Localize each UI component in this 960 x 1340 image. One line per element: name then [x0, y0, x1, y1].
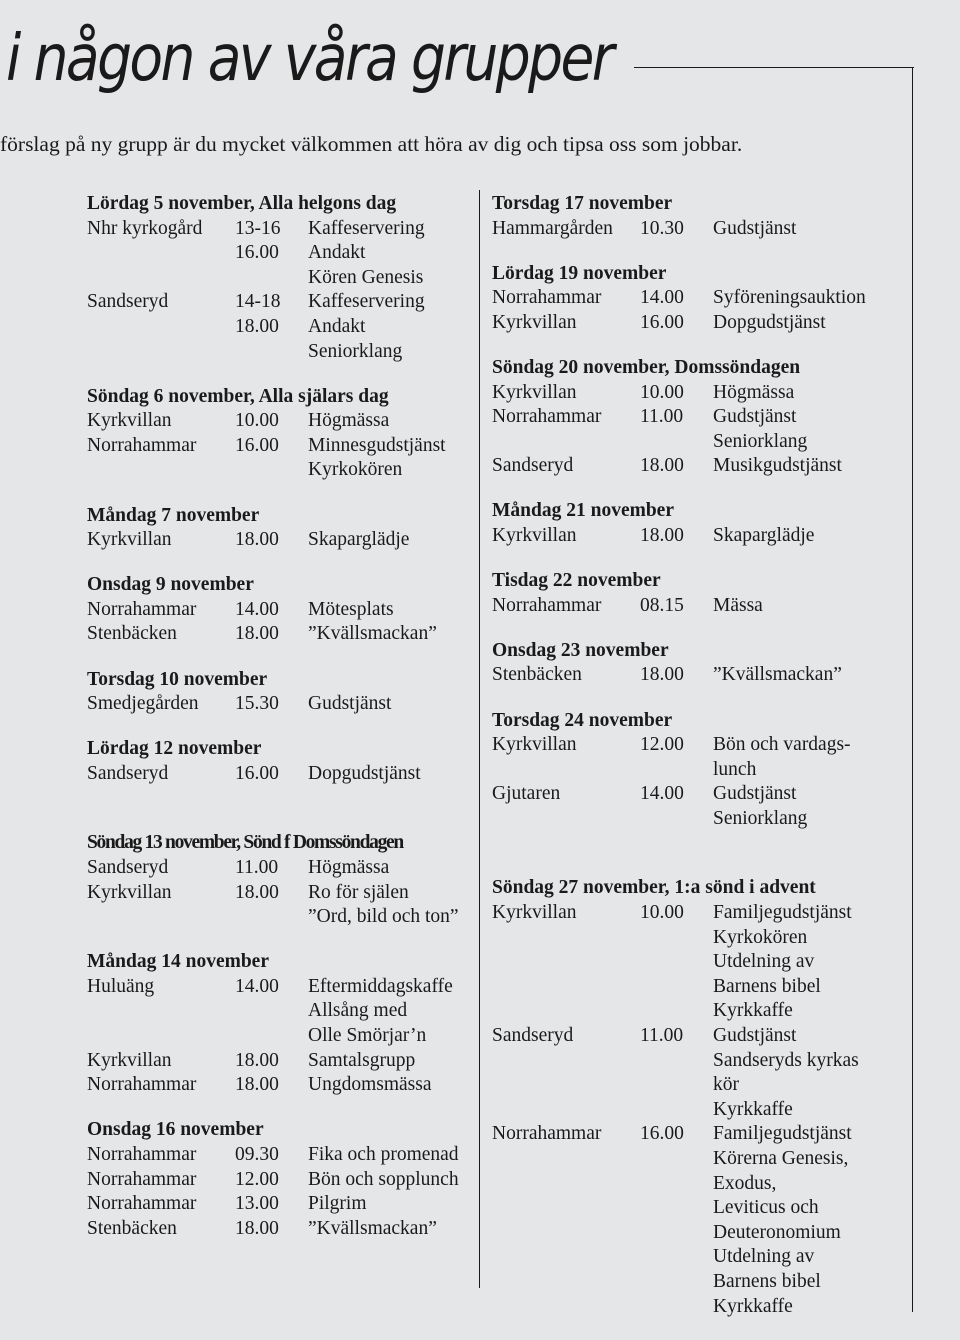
event-time: 10.00 — [640, 381, 684, 403]
event-activity: Andakt — [308, 242, 366, 264]
event-place: Norrahammar — [87, 598, 197, 620]
event-row — [87, 241, 472, 290]
event-time: 18.00 — [235, 529, 279, 551]
event-place: Smedjegården — [87, 693, 199, 715]
event-activities — [713, 311, 877, 336]
event-activity: Andakt — [308, 315, 366, 337]
event-activity: Kören Genesis — [308, 266, 424, 288]
day-title: Onsdag 16 november — [87, 1119, 264, 1141]
event-place: Kyrkvillan — [492, 381, 577, 403]
event-place: Kyrkvillan — [87, 410, 172, 432]
event-row — [87, 1168, 472, 1193]
column-divider — [479, 190, 480, 1288]
event-row — [87, 692, 472, 717]
frame-top-rule — [634, 67, 914, 68]
event-time: 15.30 — [235, 693, 279, 715]
event-place: Stenbäcken — [492, 664, 582, 686]
event-time: 14.00 — [640, 287, 684, 309]
event-activities — [308, 692, 472, 717]
event-activities — [713, 594, 877, 619]
event-activities — [308, 881, 472, 930]
event-time: 16.00 — [235, 762, 279, 784]
event-row — [492, 286, 877, 311]
event-time: 13-16 — [235, 217, 281, 239]
page-heading: i någon av våra grupper — [6, 22, 612, 96]
event-activities — [713, 663, 877, 688]
event-place: Nhr kyrkogård — [87, 217, 203, 239]
event-activity: Deuteronomium — [713, 1221, 841, 1243]
event-time: 11.00 — [640, 1025, 684, 1047]
event-activity: Barnens bibel — [713, 975, 821, 997]
event-activities — [713, 524, 877, 549]
event-time: 14.00 — [640, 783, 684, 805]
day-block — [492, 876, 877, 1319]
event-activities — [308, 315, 472, 364]
event-place: Norrahammar — [87, 1168, 197, 1190]
event-activity: kör — [713, 1074, 739, 1096]
event-activity: Utdelning av — [713, 1246, 815, 1268]
event-time: 14.00 — [235, 975, 279, 997]
event-row — [87, 1143, 472, 1168]
day-block — [492, 709, 877, 832]
event-time: 16.00 — [640, 1123, 684, 1145]
event-activities — [308, 856, 472, 881]
event-activities — [713, 733, 877, 782]
day-block — [87, 192, 472, 364]
event-activities — [713, 454, 877, 479]
event-activities — [713, 782, 877, 831]
event-time: 18.00 — [640, 525, 684, 547]
event-place: Kyrkvillan — [87, 529, 172, 551]
event-activity: Bön och vardags- — [713, 734, 851, 756]
day-block — [87, 573, 472, 647]
day-title: Onsdag 23 november — [492, 639, 669, 661]
event-place — [87, 241, 235, 290]
day-title: Måndag 7 november — [87, 504, 260, 526]
event-activity: Gudstjänst — [308, 693, 392, 715]
event-time: 16.00 — [235, 242, 279, 264]
event-activity: Seniorklang — [713, 430, 808, 452]
event-activity: Familjegudstjänst — [713, 902, 852, 924]
event-activity: Exodus, — [713, 1172, 777, 1194]
event-row — [492, 217, 877, 242]
event-time: 10.00 — [235, 410, 279, 432]
event-time: 11.00 — [235, 856, 279, 878]
event-activities — [308, 1192, 472, 1217]
event-place: Norrahammar — [492, 406, 602, 428]
event-activity: Gudstjänst — [713, 1025, 797, 1047]
day-block — [492, 499, 877, 548]
event-activities — [713, 901, 877, 1024]
event-time: 18.00 — [235, 315, 279, 337]
event-place: Huluäng — [87, 975, 155, 997]
day-block — [87, 831, 472, 929]
day-title: Lördag 19 november — [492, 262, 667, 284]
event-row — [87, 1049, 472, 1074]
event-activity: Olle Smörjar’n — [308, 1025, 427, 1047]
event-row — [87, 598, 472, 623]
event-activity: Pilgrim — [308, 1193, 367, 1215]
event-activity: Dopgudstjänst — [308, 762, 421, 784]
event-activities — [713, 381, 877, 406]
event-activities — [308, 622, 472, 647]
event-activities — [308, 434, 472, 483]
event-activities — [308, 241, 472, 290]
event-activities — [713, 217, 877, 242]
event-place: Kyrkvillan — [492, 902, 577, 924]
event-activity: Bön och sopplunch — [308, 1168, 459, 1190]
event-activity: Musikgudstjänst — [713, 455, 842, 477]
event-activity: ”Ord, bild och ton” — [308, 906, 459, 928]
event-row — [492, 311, 877, 336]
event-activity: Skaparglädje — [713, 525, 815, 547]
event-activity: Familjegudstjänst — [713, 1123, 852, 1145]
frame-right-rule — [912, 67, 913, 1312]
day-title: Söndag 27 november, 1:a sönd i advent — [492, 877, 816, 899]
event-activities — [713, 405, 877, 454]
event-activity: Allsång med — [308, 1000, 408, 1022]
event-row — [87, 315, 472, 364]
day-title: Måndag 14 november — [87, 951, 269, 973]
event-activities — [308, 1073, 472, 1098]
day-title: Söndag 13 november, Sönd f Domssöndagen — [87, 832, 403, 854]
event-row — [492, 405, 877, 454]
event-time: 18.00 — [235, 1217, 279, 1239]
event-activity: Barnens bibel — [713, 1270, 821, 1292]
event-activity: ”Kvällsmackan” — [713, 664, 842, 686]
event-row — [492, 454, 877, 479]
event-row — [492, 1122, 877, 1319]
event-place: Stenbäcken — [87, 1217, 177, 1239]
event-activity: Ro för själen — [308, 881, 409, 903]
event-place: Norrahammar — [492, 1123, 602, 1145]
event-time: 09.30 — [235, 1143, 279, 1165]
event-time: 18.00 — [235, 1049, 279, 1071]
event-row — [492, 782, 877, 831]
day-title: Tisdag 22 november — [492, 570, 661, 592]
event-activity: Kyrkkaffe — [713, 1000, 793, 1022]
event-row — [492, 663, 877, 688]
event-row — [492, 524, 877, 549]
day-title: Söndag 6 november, Alla själars dag — [87, 385, 389, 407]
event-activities — [308, 290, 472, 315]
event-activity: Ungdomsmässa — [308, 1074, 432, 1096]
event-activity: Seniorklang — [308, 340, 403, 362]
event-activity: Gudstjänst — [713, 783, 797, 805]
event-place: Norrahammar — [87, 1074, 197, 1096]
event-time: 18.00 — [640, 455, 684, 477]
event-activity: Mötesplats — [308, 598, 394, 620]
event-activity: Mässa — [713, 594, 763, 616]
event-row — [87, 409, 472, 434]
day-block — [87, 385, 472, 483]
event-time: 13.00 — [235, 1193, 279, 1215]
schedule-column-left — [87, 192, 472, 1262]
event-row — [87, 434, 472, 483]
event-place: Hammargården — [492, 217, 613, 239]
event-row — [87, 217, 472, 242]
event-time: 16.00 — [640, 311, 684, 333]
day-block — [492, 262, 877, 336]
day-title: Lördag 5 november, Alla helgons dag — [87, 193, 397, 214]
event-activity: Sandseryds kyrkas — [713, 1049, 859, 1071]
event-activity: Leviticus och — [713, 1197, 819, 1219]
event-activity: Samtalsgrupp — [308, 1049, 416, 1071]
event-activity: Syföreningsauktion — [713, 287, 866, 309]
event-time: 14.00 — [235, 598, 279, 620]
event-row — [87, 1217, 472, 1242]
event-activity: Högmässa — [308, 856, 390, 878]
event-place — [87, 315, 235, 364]
event-row — [87, 975, 472, 1049]
event-time: 16.00 — [235, 434, 279, 456]
event-activity: Gudstjänst — [713, 406, 797, 428]
event-place: Sandseryd — [492, 455, 574, 477]
event-row — [492, 1024, 877, 1122]
intro-text: förslag på ny grupp är du mycket välkommen att höra av dig och tipsa oss som jobbar. — [0, 132, 743, 156]
event-place: Norrahammar — [87, 434, 197, 456]
event-activity: Högmässa — [308, 410, 390, 432]
event-activity: Kyrkokören — [713, 926, 808, 948]
event-activities — [308, 1168, 472, 1193]
event-time: 18.00 — [235, 623, 279, 645]
day-title: Måndag 21 november — [492, 500, 674, 522]
event-activity: Minnesgudstjänst — [308, 434, 446, 456]
event-activities — [308, 1049, 472, 1074]
event-time: 08.15 — [640, 594, 684, 616]
event-row — [492, 594, 877, 619]
day-title: Lördag 12 november — [87, 738, 262, 760]
event-row — [87, 622, 472, 647]
event-activity: Fika och promenad — [308, 1143, 459, 1165]
event-row — [492, 901, 877, 1024]
event-row — [87, 762, 472, 787]
event-activity: ”Kvällsmackan” — [308, 623, 437, 645]
event-place: Sandseryd — [87, 291, 169, 313]
event-activities — [713, 286, 877, 311]
event-row — [87, 856, 472, 881]
event-place: Gjutaren — [492, 783, 561, 805]
event-place: Stenbäcken — [87, 623, 177, 645]
event-time: 18.00 — [235, 1074, 279, 1096]
event-activity: Kyrkkaffe — [713, 1098, 793, 1120]
event-row — [492, 733, 877, 782]
event-activity: Gudstjänst — [713, 217, 797, 239]
day-block — [87, 1118, 472, 1241]
event-activity: ”Kvällsmackan” — [308, 1217, 437, 1239]
event-place: Kyrkvillan — [87, 1049, 172, 1071]
event-activity: Kyrkokören — [308, 459, 403, 481]
event-time: 11.00 — [640, 406, 684, 428]
event-activity: Kaffeservering — [308, 291, 425, 313]
event-activities — [308, 1143, 472, 1168]
event-row — [87, 881, 472, 930]
event-place: Norrahammar — [492, 287, 602, 309]
day-title: Torsdag 17 november — [492, 193, 673, 214]
event-place: Sandseryd — [492, 1025, 574, 1047]
event-activity: lunch — [713, 758, 757, 780]
event-row — [87, 1192, 472, 1217]
day-block — [492, 192, 877, 241]
event-activity: Dopgudstjänst — [713, 311, 826, 333]
event-row — [87, 1073, 472, 1098]
event-place: Norrahammar — [87, 1193, 197, 1215]
day-block — [87, 504, 472, 553]
event-activity: Seniorklang — [713, 807, 808, 829]
event-time: 18.00 — [640, 664, 684, 686]
event-place: Kyrkvillan — [492, 311, 577, 333]
day-title: Onsdag 9 november — [87, 574, 254, 596]
day-block — [492, 639, 877, 688]
event-time: 12.00 — [640, 734, 684, 756]
event-place: Norrahammar — [492, 594, 602, 616]
event-row — [87, 290, 472, 315]
event-activities — [713, 1024, 877, 1122]
day-block — [87, 737, 472, 786]
event-activity: Kyrkkaffe — [713, 1295, 793, 1317]
event-activity: Utdelning av — [713, 951, 815, 973]
event-activities — [308, 528, 472, 553]
event-activities — [308, 975, 472, 1049]
event-place: Norrahammar — [87, 1143, 197, 1165]
event-time: 10.30 — [640, 217, 684, 239]
event-time: 14-18 — [235, 291, 281, 313]
event-activities — [308, 598, 472, 623]
event-place: Sandseryd — [87, 762, 169, 784]
event-activity: Högmässa — [713, 381, 795, 403]
day-block — [87, 950, 472, 1098]
day-block — [492, 569, 877, 618]
event-place: Kyrkvillan — [87, 881, 172, 903]
schedule-column-right — [492, 192, 877, 1340]
event-activity: Kaffeservering — [308, 217, 425, 239]
event-activity: Eftermiddagskaffe — [308, 975, 453, 997]
event-activities — [308, 1217, 472, 1242]
day-title: Torsdag 10 november — [87, 668, 268, 690]
event-activities — [713, 1122, 877, 1319]
event-place: Sandseryd — [87, 856, 169, 878]
day-block — [87, 668, 472, 717]
event-activities — [308, 217, 472, 242]
event-row — [87, 528, 472, 553]
event-place: Kyrkvillan — [492, 525, 577, 547]
event-activities — [308, 762, 472, 787]
event-activities — [308, 409, 472, 434]
event-row — [492, 381, 877, 406]
event-time: 18.00 — [235, 881, 279, 903]
day-title: Torsdag 24 november — [492, 709, 673, 731]
day-title: Söndag 20 november, Domssöndagen — [492, 356, 801, 378]
day-block — [492, 356, 877, 479]
event-time: 10.00 — [640, 902, 684, 924]
event-place: Kyrkvillan — [492, 734, 577, 756]
event-time: 12.00 — [235, 1168, 279, 1190]
event-activity: Skaparglädje — [308, 529, 410, 551]
event-activity: Körerna Genesis, — [713, 1148, 849, 1169]
